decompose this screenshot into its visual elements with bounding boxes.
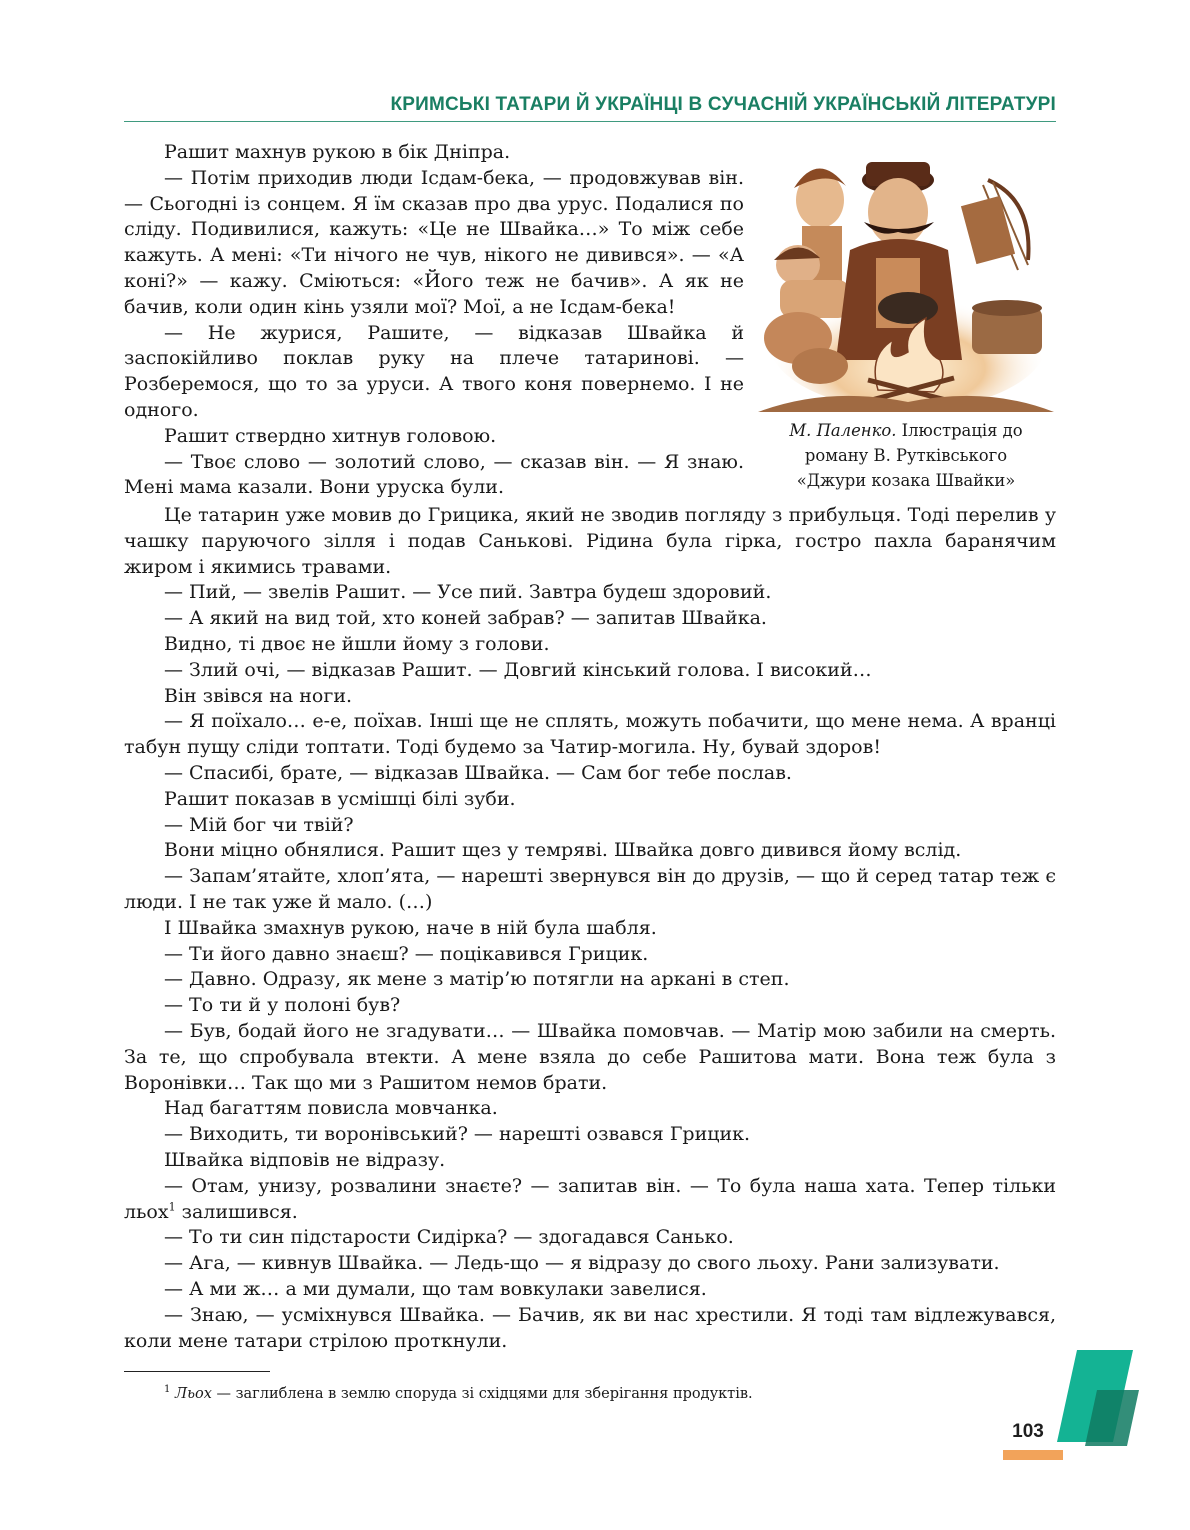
paragraph-text: — Отам, унизу, розвалини знаєте? — запитав він. — То була наша хата. Тепер тільки льох (124, 1174, 1056, 1223)
caption-author: М. Паленко. (789, 421, 897, 440)
paragraph: — Пий, — звелів Рашит. — Усе пий. Завтра будеш здоровий. (164, 581, 772, 604)
paragraph: — Потім приходив люди Ісдам-бека, — продовжував він. — Сьогодні із сонцем. Я їм сказав про два урус. Подалися по сліду. Подивилися, кажуть: «Це не Швайка…» То між себе кажуть. А мені: «Ти нічого не чув, нікого не дивився». — «А коні?» — кажу. Сміються: «Його теж не бачив». А як не бачив, коли один кінь узяли мої? Мої, а не Ісдам-бека! (124, 166, 744, 318)
footnote-rule (124, 1371, 270, 1372)
paragraph-with-footnote (124, 1174, 1056, 1226)
footnote-marker: 1 (168, 1200, 176, 1214)
page-number-bar (1003, 1450, 1063, 1460)
caption-text: Ілюстрація до (896, 421, 1023, 440)
paragraph-text: залишився. (175, 1200, 298, 1223)
paragraph: — Запам’ятайте, хлоп’ята, — нарешті звернувся він до друзів, — що й серед татар теж є люди. І не так уже й мало. (…) (124, 865, 1056, 913)
chapter-title: КРИМСЬКІ ТАТАРИ Й УКРАЇНЦІ В СУЧАСНІЙ УКРАЇНСЬКІЙ ЛІТЕРАТУРІ (390, 94, 1056, 115)
paragraph: Це татарин уже мовив до Грицика, який не зводив погляду з прибульця. Тоді перелив у чашку паруючого зілля і подав Санькові. Рідина була гірка, гостро пахла баранячим жиром і якимись травами. (124, 504, 1056, 578)
paragraph: — Спасибі, брате, — відказав Швайка. — Сам бог тебе послав. (164, 761, 792, 784)
paragraph: — Твоє слово — золотий слово, — сказав він. — Я знаю. Мені мама казали. Вони уруска були. (124, 450, 744, 499)
paragraph: — То ти й у полоні був? (164, 994, 401, 1017)
footnote (124, 1380, 1056, 1404)
paragraph: Над багаттям повисла мовчанка. (164, 1097, 498, 1120)
paragraph: — Виходить, ти воронівський? — нарешті озвався Грицик. (164, 1123, 751, 1146)
paragraph: — Не журися, Рашите, — відказав Швайка й заспокійливо поклав руку на плече татаринові. — Розберемося, що то за уруси. А твого коня повернемо. І не одного. (124, 321, 744, 421)
page-number: 103 (1012, 1421, 1044, 1442)
paragraph: Швайка відповів не відразу. (164, 1148, 446, 1171)
paragraph: Рашит показав в усмішці білі зуби. (164, 787, 516, 810)
footnote-definition: — заглиблена в землю споруда зі східцями для зберігання продуктів. (211, 1385, 753, 1402)
paragraph: Рашит ствердно хитнув головою. (164, 424, 497, 447)
header-rule (124, 121, 1056, 122)
footnote-term: Льох (174, 1385, 212, 1402)
caption-text: «Джури козака Швайки» (796, 471, 1016, 490)
footnote-marker: 1 (164, 1384, 171, 1395)
paragraph: Він звівся на ноги. (164, 684, 353, 707)
paragraph: — Давно. Одразу, як мене з матір’ю потягли на аркані в степ. (164, 968, 790, 991)
paragraph: Видно, ті двоє не йшли йому з голови. (164, 632, 550, 655)
paragraph: — Злий очі, — відказав Рашит. — Довгий кінський голова. І високий… (164, 658, 872, 681)
page-corner-decoration (1055, 1350, 1140, 1460)
paragraph: — Я поїхало… е-е, поїхав. Інші ще не сплять, можуть побачити, що мене нема. А вранці табун пущу сліди топтати. Тоді будемо за Чатир-могила. Ну, бувай здоров! (124, 710, 1056, 759)
paragraph: — А який на вид той, хто коней забрав? — запитав Швайка. (164, 607, 767, 630)
paragraph: — А ми ж… а ми думали, що там вовкулаки завелися. (164, 1277, 707, 1300)
full-column-text (124, 503, 1056, 1354)
paragraph: — Ти його давно знаєш? — поцікавився Грицик. (164, 942, 649, 965)
illustration-caption (758, 418, 1054, 493)
paragraph: Вони міцно обнялися. Рашит щез у темряві. Швайка довго дивився йому вслід. (164, 839, 962, 862)
illustration-image (758, 140, 1054, 412)
paragraph: — Ага, — кивнув Швайка. — Ледь-що — я відразу до свого льоху. Рани зализувати. (164, 1252, 1000, 1275)
paragraph: — Був, бодай його не згадувати… — Швайка помовчав. — Матір мою забили на смерть. За те, що спробувала втекти. А мене взяла до себе Рашитова мати. Вона теж була з Воронівки… Так що ми з Рашитом немов брати. (124, 1019, 1056, 1094)
paragraph: — Знаю, — усміхнувся Швайка. — Бачив, як ви нас хрестили. Я тоді там відлежувався, коли мене татари стрілою проткнули. (124, 1303, 1056, 1352)
caption-text: роману В. Рутківського (804, 446, 1008, 465)
paragraph: Рашит махнув рукою в бік Дніпра. (164, 141, 511, 163)
paragraph: І Швайка змахнув рукою, наче в ній була шабля. (164, 916, 657, 939)
paragraph: — Мій бог чи твій? (164, 813, 354, 836)
paragraph: — То ти син підстарости Сидірка? — здогадався Санько. (164, 1226, 734, 1249)
narrow-column-text (124, 140, 744, 501)
